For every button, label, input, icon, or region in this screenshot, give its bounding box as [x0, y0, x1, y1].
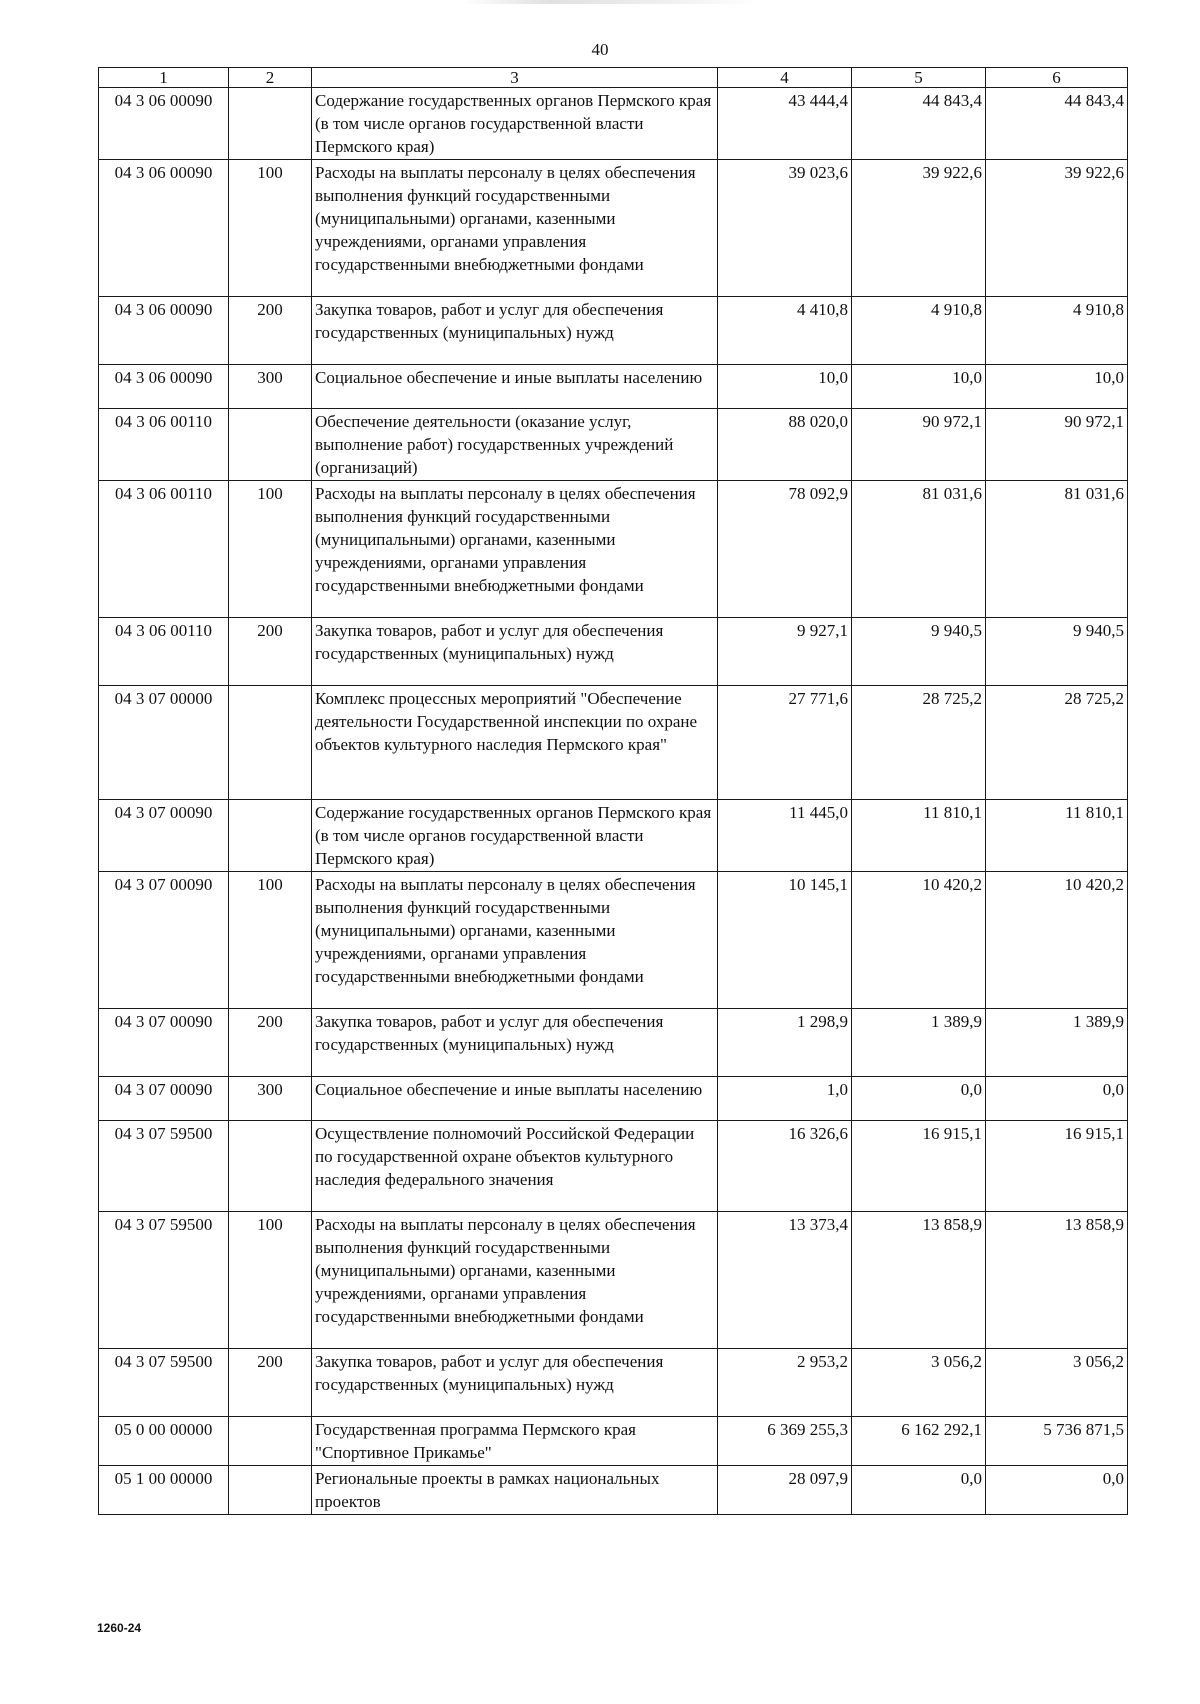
- table-row: [99, 297, 1128, 365]
- amount-year1-cell: 2 953,2: [718, 1349, 852, 1417]
- item-name-cell: Государственная программа Пермского края "Спортивное Прикамье": [312, 1417, 718, 1466]
- budget-code-cell: 04 3 06 00090: [99, 365, 229, 409]
- expense-type-cell: 200: [229, 297, 312, 365]
- amount-year2-cell: 10 420,2: [852, 872, 986, 1009]
- amount-year2-cell: 13 858,9: [852, 1212, 986, 1349]
- budget-code-cell: 04 3 07 59500: [99, 1212, 229, 1349]
- expense-type-cell: 200: [229, 618, 312, 686]
- amount-year1-cell: 78 092,9: [718, 481, 852, 618]
- amount-year3-cell: 16 915,1: [986, 1121, 1128, 1212]
- item-name-cell: Расходы на выплаты персоналу в целях обеспечения выполнения функций государственными (муниципальными) органами, казенными учреждениями, органами управления государственными внебюджетными фондами: [312, 1212, 718, 1349]
- expense-type-cell: 100: [229, 872, 312, 1009]
- amount-year1-cell: 9 927,1: [718, 618, 852, 686]
- expense-type-cell: 300: [229, 1077, 312, 1121]
- expense-type-cell: [229, 1417, 312, 1466]
- amount-year3-cell: 0,0: [986, 1466, 1128, 1515]
- expense-type-cell: [229, 686, 312, 800]
- budget-code-cell: 04 3 07 00090: [99, 1077, 229, 1121]
- budget-code-cell: 05 1 00 00000: [99, 1466, 229, 1515]
- expense-type-cell: 100: [229, 1212, 312, 1349]
- table-row: [99, 160, 1128, 297]
- amount-year2-cell: 16 915,1: [852, 1121, 986, 1212]
- expense-type-cell: 200: [229, 1349, 312, 1417]
- budget-code-cell: 04 3 07 59500: [99, 1349, 229, 1417]
- amount-year2-cell: 0,0: [852, 1077, 986, 1121]
- amount-year1-cell: 1,0: [718, 1077, 852, 1121]
- expense-type-cell: 100: [229, 160, 312, 297]
- column-header: 5: [852, 68, 986, 88]
- amount-year3-cell: 13 858,9: [986, 1212, 1128, 1349]
- column-header: 6: [986, 68, 1128, 88]
- item-name-cell: Закупка товаров, работ и услуг для обеспечения государственных (муниципальных) нужд: [312, 297, 718, 365]
- item-name-cell: Содержание государственных органов Пермского края (в том числе органов государственной власти Пермского края): [312, 800, 718, 872]
- table-row: [99, 1466, 1128, 1515]
- amount-year3-cell: 90 972,1: [986, 409, 1128, 481]
- page-number: 40: [591, 40, 609, 59]
- expense-type-cell: [229, 88, 312, 160]
- scan-artifact: [460, 0, 760, 4]
- item-name-cell: Обеспечение деятельности (оказание услуг, выполнение работ) государственных учреждений (организаций): [312, 409, 718, 481]
- item-name-cell: Закупка товаров, работ и услуг для обеспечения государственных (муниципальных) нужд: [312, 1349, 718, 1417]
- budget-code-cell: 04 3 07 00090: [99, 800, 229, 872]
- column-header: 1: [99, 68, 229, 88]
- amount-year3-cell: 5 736 871,5: [986, 1417, 1128, 1466]
- budget-code-cell: 04 3 06 00110: [99, 618, 229, 686]
- table-row: [99, 1417, 1128, 1466]
- amount-year3-cell: 0,0: [986, 1077, 1128, 1121]
- item-name-cell: Содержание государственных органов Пермского края (в том числе органов государственной власти Пермского края): [312, 88, 718, 160]
- budget-code-cell: 04 3 06 00090: [99, 88, 229, 160]
- item-name-cell: Расходы на выплаты персоналу в целях обеспечения выполнения функций государственными (муниципальными) органами, казенными учреждениями, органами управления государственными внебюджетными фондами: [312, 160, 718, 297]
- item-name-cell: Осуществление полномочий Российской Федерации по государственной охране объектов культурного наследия федерального значения: [312, 1121, 718, 1212]
- table-row: [99, 800, 1128, 872]
- amount-year1-cell: 10,0: [718, 365, 852, 409]
- amount-year1-cell: 27 771,6: [718, 686, 852, 800]
- table-row: [99, 481, 1128, 618]
- budget-code-cell: 04 3 07 59500: [99, 1121, 229, 1212]
- expense-type-cell: [229, 800, 312, 872]
- amount-year3-cell: 28 725,2: [986, 686, 1128, 800]
- amount-year2-cell: 11 810,1: [852, 800, 986, 872]
- amount-year1-cell: 1 298,9: [718, 1009, 852, 1077]
- budget-code-cell: 04 3 06 00110: [99, 481, 229, 618]
- amount-year3-cell: 10,0: [986, 365, 1128, 409]
- amount-year1-cell: 11 445,0: [718, 800, 852, 872]
- amount-year1-cell: 4 410,8: [718, 297, 852, 365]
- budget-code-cell: 04 3 06 00110: [99, 409, 229, 481]
- table-row: [99, 1349, 1128, 1417]
- amount-year3-cell: 1 389,9: [986, 1009, 1128, 1077]
- column-header: 4: [718, 68, 852, 88]
- amount-year1-cell: 43 444,4: [718, 88, 852, 160]
- budget-code-cell: 04 3 07 00000: [99, 686, 229, 800]
- item-name-cell: Закупка товаров, работ и услуг для обеспечения государственных (муниципальных) нужд: [312, 618, 718, 686]
- amount-year3-cell: 39 922,6: [986, 160, 1128, 297]
- table-row: [99, 618, 1128, 686]
- table-row: [99, 365, 1128, 409]
- table-row: [99, 1212, 1128, 1349]
- expense-type-cell: [229, 1121, 312, 1212]
- budget-code-cell: 04 3 07 00090: [99, 872, 229, 1009]
- amount-year1-cell: 13 373,4: [718, 1212, 852, 1349]
- amount-year2-cell: 90 972,1: [852, 409, 986, 481]
- item-name-cell: Комплекс процессных мероприятий "Обеспечение деятельности Государственной инспекции по охране объектов культурного наследия Пермского края": [312, 686, 718, 800]
- item-name-cell: Расходы на выплаты персоналу в целях обеспечения выполнения функций государственными (муниципальными) органами, казенными учреждениями, органами управления государственными внебюджетными фондами: [312, 481, 718, 618]
- item-name-cell: Социальное обеспечение и иные выплаты населению: [312, 365, 718, 409]
- amount-year2-cell: 4 910,8: [852, 297, 986, 365]
- expense-type-cell: 200: [229, 1009, 312, 1077]
- amount-year2-cell: 6 162 292,1: [852, 1417, 986, 1466]
- document-code: 1260-24: [97, 1621, 142, 1635]
- amount-year3-cell: 9 940,5: [986, 618, 1128, 686]
- table-row: [99, 1077, 1128, 1121]
- budget-code-cell: 05 0 00 00000: [99, 1417, 229, 1466]
- amount-year1-cell: 6 369 255,3: [718, 1417, 852, 1466]
- budget-code-cell: 04 3 07 00090: [99, 1009, 229, 1077]
- amount-year3-cell: 10 420,2: [986, 872, 1128, 1009]
- item-name-cell: Социальное обеспечение и иные выплаты населению: [312, 1077, 718, 1121]
- item-name-cell: Расходы на выплаты персоналу в целях обеспечения выполнения функций государственными (муниципальными) органами, казенными учреждениями, органами управления государственными внебюджетными фондами: [312, 872, 718, 1009]
- column-header: 2: [229, 68, 312, 88]
- amount-year2-cell: 10,0: [852, 365, 986, 409]
- amount-year3-cell: 44 843,4: [986, 88, 1128, 160]
- amount-year3-cell: 4 910,8: [986, 297, 1128, 365]
- amount-year3-cell: 3 056,2: [986, 1349, 1128, 1417]
- amount-year1-cell: 10 145,1: [718, 872, 852, 1009]
- amount-year1-cell: 28 097,9: [718, 1466, 852, 1515]
- budget-code-cell: 04 3 06 00090: [99, 160, 229, 297]
- amount-year2-cell: 9 940,5: [852, 618, 986, 686]
- table-row: [99, 1009, 1128, 1077]
- item-name-cell: Региональные проекты в рамках национальных проектов: [312, 1466, 718, 1515]
- column-number-row: [99, 68, 1128, 88]
- table-row: [99, 88, 1128, 160]
- amount-year2-cell: 28 725,2: [852, 686, 986, 800]
- amount-year3-cell: 81 031,6: [986, 481, 1128, 618]
- amount-year1-cell: 39 023,6: [718, 160, 852, 297]
- budget-code-cell: 04 3 06 00090: [99, 297, 229, 365]
- table-row: [99, 686, 1128, 800]
- amount-year1-cell: 88 020,0: [718, 409, 852, 481]
- amount-year1-cell: 16 326,6: [718, 1121, 852, 1212]
- amount-year2-cell: 44 843,4: [852, 88, 986, 160]
- amount-year2-cell: 3 056,2: [852, 1349, 986, 1417]
- item-name-cell: Закупка товаров, работ и услуг для обеспечения государственных (муниципальных) нужд: [312, 1009, 718, 1077]
- amount-year3-cell: 11 810,1: [986, 800, 1128, 872]
- table-row: [99, 409, 1128, 481]
- expense-type-cell: 100: [229, 481, 312, 618]
- amount-year2-cell: 81 031,6: [852, 481, 986, 618]
- expense-type-cell: 300: [229, 365, 312, 409]
- expense-type-cell: [229, 409, 312, 481]
- amount-year2-cell: 1 389,9: [852, 1009, 986, 1077]
- budget-table: [98, 67, 1128, 1515]
- amount-year2-cell: 39 922,6: [852, 160, 986, 297]
- column-header: 3: [312, 68, 718, 88]
- table-row: [99, 1121, 1128, 1212]
- table-row: [99, 872, 1128, 1009]
- expense-type-cell: [229, 1466, 312, 1515]
- amount-year2-cell: 0,0: [852, 1466, 986, 1515]
